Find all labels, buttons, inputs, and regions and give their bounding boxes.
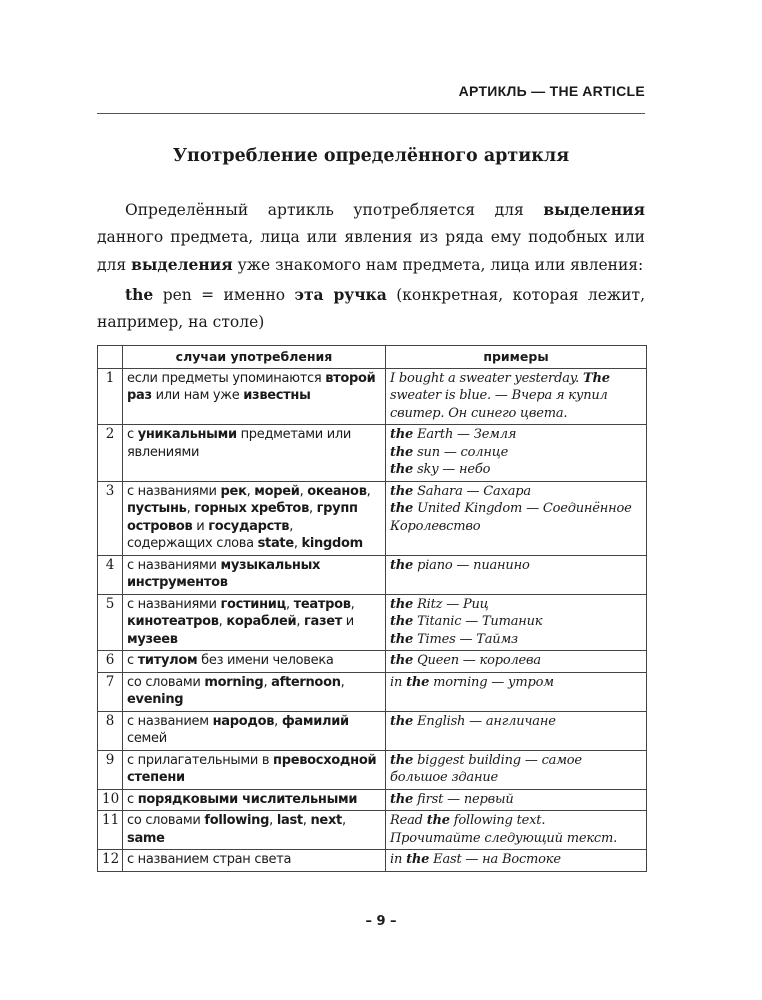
row-number: 9 — [98, 750, 123, 789]
example-bold-text: the — [390, 653, 414, 668]
example-bold-text: the — [426, 813, 450, 828]
case-bold-text: горных хребтов — [194, 501, 309, 516]
table-header-row — [98, 346, 647, 369]
case-bold-text: уникальными — [137, 427, 237, 442]
example-text: Earth — Земля — [413, 427, 517, 442]
usage-case-cell — [123, 481, 386, 555]
case-text: с — [127, 427, 138, 442]
example-line — [390, 652, 642, 670]
section-title: Употребление определённого артикля — [172, 146, 570, 166]
usage-case-cell — [123, 425, 386, 482]
example-line — [390, 596, 642, 614]
case-bold-text: same — [127, 830, 165, 846]
case-text: с названиями — [127, 483, 221, 499]
example-cell — [386, 750, 647, 789]
example-bold-text: the — [406, 674, 430, 690]
case-text: с прилагательными в — [127, 752, 274, 768]
example-bold-text: the — [390, 557, 414, 573]
example-text: sweater is blue. — Вчера я купил свитер. Он синего цвета. — [390, 388, 608, 421]
case-text: , — [274, 713, 282, 729]
case-text: , — [246, 483, 255, 499]
usage-table — [97, 345, 647, 872]
example-cell — [386, 594, 647, 651]
row-number: 2 — [98, 425, 123, 482]
case-bold-text: following — [204, 813, 270, 828]
row-number: 3 — [98, 481, 123, 555]
paragraph-bold-text: выделения — [131, 255, 233, 274]
usage-case-cell — [123, 789, 386, 811]
example-bold-text: the — [390, 462, 414, 477]
case-text: или нам уже — [151, 388, 244, 403]
example-cell — [386, 555, 647, 594]
case-bold-text: превосходной степени — [127, 752, 377, 785]
header-number — [98, 346, 123, 369]
usage-case-cell — [123, 672, 386, 711]
example-line — [390, 812, 642, 830]
example-line — [390, 500, 642, 535]
example-text: Прочитайте следующий текст. — [390, 830, 618, 846]
example-bold-text: the — [390, 501, 414, 516]
table-row — [98, 594, 647, 651]
usage-case-cell — [123, 850, 386, 872]
case-bold-text: last — [276, 813, 303, 828]
case-bold-text: музеев — [127, 631, 178, 647]
case-text: и — [192, 518, 209, 534]
case-bold-text: морей — [254, 483, 300, 499]
paragraph-bold-text: эта ручка — [294, 285, 387, 304]
example-bold-text: the — [390, 427, 414, 442]
example-text: in — [390, 852, 407, 867]
case-bold-text: next — [310, 813, 342, 828]
paragraph-text: Определённый артикль употребляется для — [125, 201, 544, 219]
case-text: если предметы упоминаются — [127, 370, 326, 386]
table-row — [98, 368, 647, 425]
case-bold-text: morning — [204, 674, 264, 690]
case-bold-text: музыкальных инструментов — [127, 557, 321, 590]
example-line — [390, 713, 642, 731]
case-bold-text: титулом — [137, 653, 198, 668]
case-bold-text: порядковыми числительными — [137, 791, 358, 807]
case-text: с названиями — [127, 596, 221, 612]
example-text: English — англичане — [413, 713, 556, 729]
row-number: 1 — [98, 368, 123, 425]
example-line — [390, 830, 642, 848]
case-bold-text: гостиниц — [220, 596, 286, 612]
example-bold-text: the — [390, 752, 414, 768]
paragraph-text: данного предмета, лица или явления из ряда ему подобных или для — [97, 228, 645, 274]
example-text: Read — [390, 813, 427, 828]
case-bold-text: известны — [243, 388, 311, 403]
example-text: Ritz — Риц — [413, 596, 489, 612]
case-text: с — [127, 653, 138, 668]
paragraph-text: уже знакомого нам предмета, лица или явления: — [232, 256, 644, 274]
example-line — [390, 557, 642, 575]
case-bold-text: кинотеатров — [127, 614, 219, 629]
case-text: , — [263, 674, 272, 690]
case-text: без имени человека — [197, 653, 334, 668]
example-line — [390, 752, 642, 787]
case-text: семей — [127, 731, 167, 746]
row-number: 7 — [98, 672, 123, 711]
example-line — [390, 613, 642, 631]
paragraph-text: (конкретная, которая лежит, например, на столе) — [97, 286, 645, 331]
case-bold-text: театров — [293, 596, 351, 612]
example-paragraph — [97, 281, 645, 336]
case-text: с названием — [127, 713, 213, 729]
case-bold-text: фамилий — [281, 713, 349, 729]
example-line — [390, 370, 642, 423]
case-text: , — [269, 813, 277, 828]
case-text: , — [293, 536, 302, 551]
example-bold-text: the — [390, 791, 414, 807]
example-text: United Kingdom — Соединённое Королевство — [390, 501, 632, 534]
example-line — [390, 426, 642, 444]
example-text: biggest building — самое большое здание — [390, 752, 582, 785]
header-examples: примеры — [386, 346, 647, 369]
usage-case-cell — [123, 651, 386, 673]
case-text: , — [186, 501, 195, 516]
case-bold-text: океанов — [307, 483, 367, 499]
row-number: 4 — [98, 555, 123, 594]
example-line — [390, 631, 642, 649]
table-row — [98, 711, 647, 750]
example-cell — [386, 425, 647, 482]
table-row — [98, 850, 647, 872]
example-text: Sahara — Сахара — [413, 483, 531, 499]
example-text: piano — пианино — [413, 557, 530, 573]
case-bold-text: пустынь — [127, 501, 187, 516]
running-head: АРТИКЛЬ — THE ARTICLE — [458, 83, 645, 99]
row-number: 10 — [98, 789, 123, 811]
case-text: , — [366, 483, 371, 499]
page-number: – 9 – — [365, 914, 397, 929]
table-row — [98, 789, 647, 811]
table-row — [98, 425, 647, 482]
row-number: 6 — [98, 651, 123, 673]
case-text: , — [341, 813, 346, 828]
usage-case-cell — [123, 750, 386, 789]
example-text: in — [390, 674, 407, 690]
example-cell — [386, 850, 647, 872]
example-bold-text: the — [406, 852, 430, 867]
case-bold-text: рек — [220, 483, 247, 499]
table-row — [98, 672, 647, 711]
table-body — [98, 368, 647, 871]
row-number: 5 — [98, 594, 123, 651]
row-number: 11 — [98, 811, 123, 850]
example-cell — [386, 711, 647, 750]
example-bold-text: the — [390, 596, 414, 612]
case-bold-text: второй раз — [127, 370, 376, 403]
case-text: , — [350, 596, 355, 612]
case-text: предметами или явлениями — [127, 427, 352, 460]
case-bold-text: газет — [303, 614, 342, 629]
example-bold-text: the — [390, 631, 414, 647]
usage-case-cell — [123, 811, 386, 850]
case-text: , — [296, 614, 304, 629]
example-line — [390, 461, 642, 479]
paragraph-bold-text: выделения — [543, 200, 645, 219]
row-number: 12 — [98, 850, 123, 872]
example-cell — [386, 672, 647, 711]
example-text: sky — небо — [413, 462, 491, 477]
usage-case-cell — [123, 555, 386, 594]
case-text: , содержащих слова — [127, 518, 294, 551]
example-cell — [386, 368, 647, 425]
example-bold-text: the — [390, 444, 414, 460]
table-row — [98, 811, 647, 850]
case-text: со словами — [127, 813, 205, 828]
case-bold-text: народов — [212, 713, 275, 729]
case-text: со словами — [127, 674, 205, 690]
example-cell — [386, 481, 647, 555]
case-bold-text: evening — [127, 692, 184, 707]
example-line — [390, 674, 642, 692]
example-cell — [386, 651, 647, 673]
case-bold-text: групп островов — [127, 501, 358, 534]
example-bold-text: the — [390, 614, 414, 629]
example-text: Times — Таймз — [413, 631, 518, 647]
paragraph-text: pen = именно — [153, 286, 295, 304]
example-line — [390, 851, 642, 869]
example-bold-text: The — [583, 370, 610, 386]
case-text: , — [218, 614, 227, 629]
example-text: first — первый — [413, 791, 514, 807]
case-text: и — [341, 614, 354, 629]
case-text: , — [285, 596, 294, 612]
header-rule — [97, 113, 645, 114]
example-text: Titanic — Титаник — [413, 614, 543, 629]
case-bold-text: kingdom — [301, 536, 363, 551]
table-row — [98, 481, 647, 555]
example-bold-text: the — [390, 483, 414, 499]
example-cell — [386, 789, 647, 811]
usage-case-cell — [123, 594, 386, 651]
paragraph-bold-text: the — [125, 285, 154, 304]
example-text: morning — утром — [429, 674, 554, 690]
example-text: sun — солнце — [413, 444, 509, 460]
example-text: I bought a sweater yesterday. — [390, 370, 584, 386]
table-row — [98, 555, 647, 594]
example-line — [390, 483, 642, 501]
example-text: Queen — королева — [413, 653, 541, 668]
example-text: East — на Востоке — [429, 852, 561, 867]
example-bold-text: the — [390, 713, 414, 729]
case-text: , — [309, 501, 317, 516]
table-row — [98, 651, 647, 673]
case-text: , — [340, 674, 345, 690]
case-bold-text: afternoon — [271, 674, 341, 690]
example-line — [390, 791, 642, 809]
intro-paragraph — [97, 196, 645, 279]
header-cases: случаи употребления — [123, 346, 386, 369]
example-cell — [386, 811, 647, 850]
case-bold-text: state — [257, 536, 294, 551]
case-text: с — [127, 791, 138, 807]
case-text: , — [302, 813, 311, 828]
case-text: , — [299, 483, 308, 499]
case-bold-text: государств — [208, 518, 290, 534]
usage-case-cell — [123, 711, 386, 750]
example-text: following text. — [449, 813, 546, 828]
case-text: с названиями — [127, 557, 221, 573]
example-line — [390, 444, 642, 462]
table-row — [98, 750, 647, 789]
usage-case-cell — [123, 368, 386, 425]
case-text: с названием стран света — [127, 852, 292, 867]
case-bold-text: кораблей — [226, 614, 297, 629]
row-number: 8 — [98, 711, 123, 750]
